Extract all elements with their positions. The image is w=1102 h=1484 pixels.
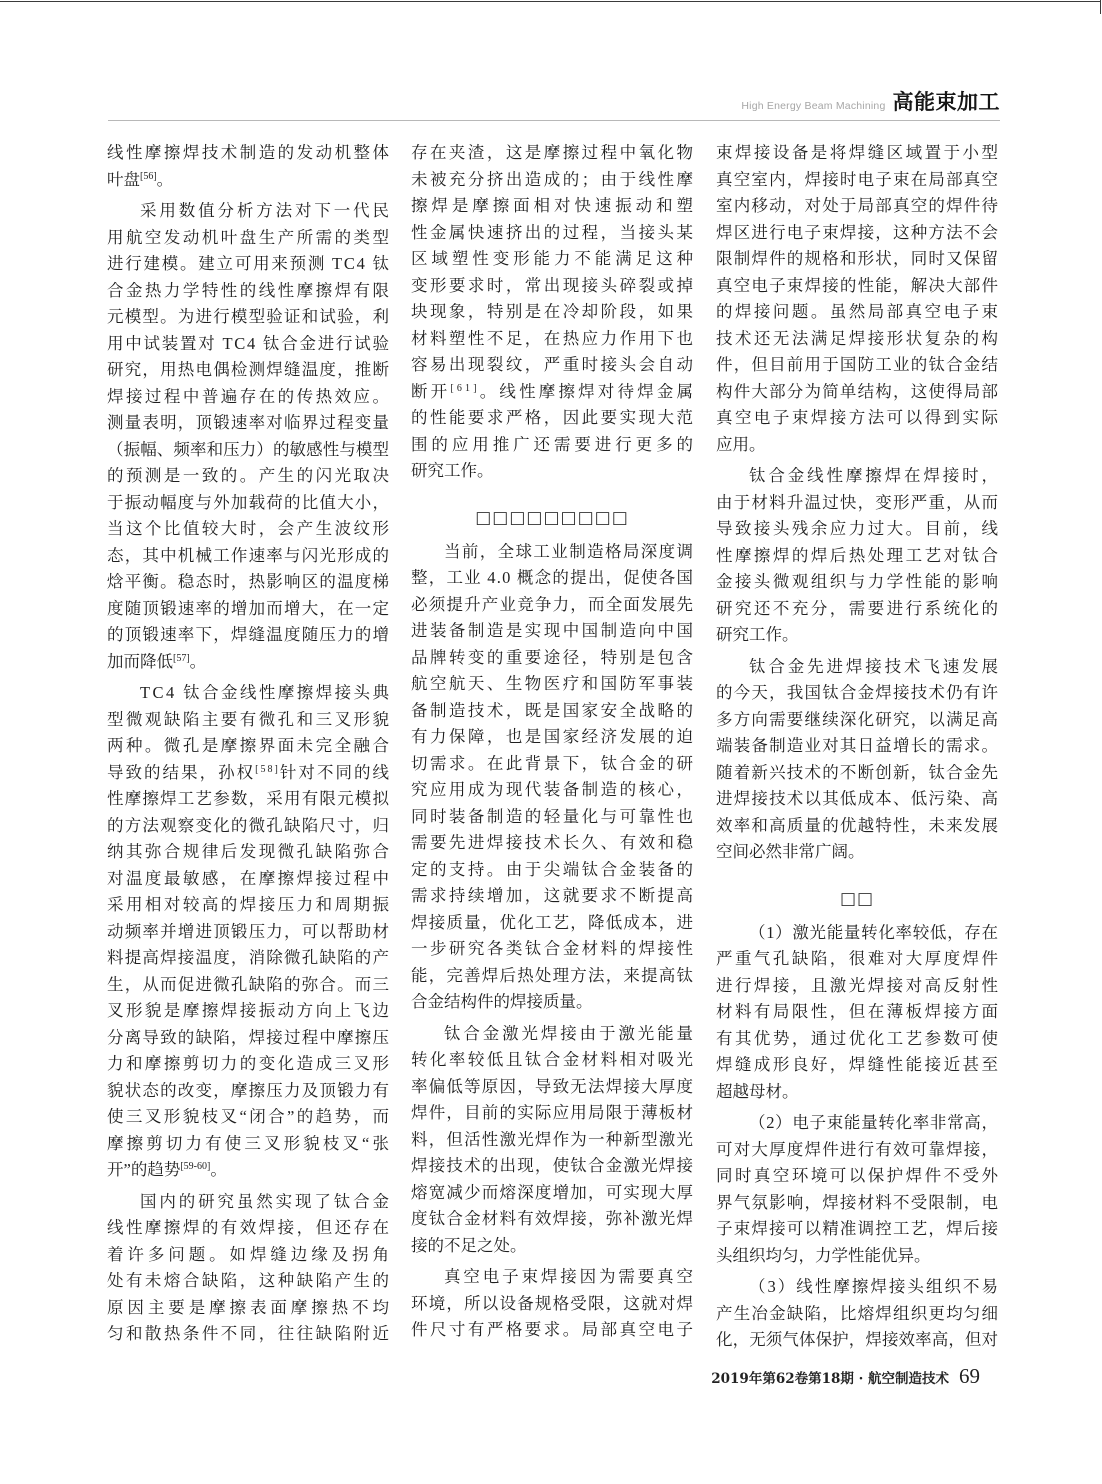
text-line-content: 的预测是一致的。产生的闪光取决 [107, 466, 392, 485]
text-line-content: 效率和高质量的优越特性，未来发展 [716, 815, 1000, 835]
paragraph [107, 198, 392, 675]
text-line [411, 724, 696, 751]
text-line-content: 用航空发动机叶盘生产所需的类型 [107, 227, 392, 247]
text-line-content: 束焊接设备是将焊缝区域置于小型 [716, 143, 1001, 162]
text-line [107, 167, 389, 194]
paragraph [411, 539, 696, 1016]
text-line [411, 246, 697, 273]
text-line-content: 使三叉形貌枝叉“闭合”的趋势，而 [107, 1107, 392, 1126]
text-line [716, 839, 998, 866]
header-rule [108, 120, 1000, 121]
paragraph [411, 1021, 696, 1260]
text-line [107, 622, 389, 649]
text-line [716, 405, 1001, 432]
text-line-content: 熔宽减少而熔深度增加，可实现大厚 [411, 1182, 695, 1202]
paragraph [411, 1264, 696, 1344]
text-line-content: 同时装备制造的轻量化与可靠性也 [411, 806, 696, 826]
text-line [107, 1104, 392, 1131]
text-line-content: 有其优势，通过优化工艺参数可使 [716, 1028, 1001, 1048]
text-line-content: 容易出现裂纹，严重时接头会自动 [411, 355, 696, 374]
text-line-content: 件，但目前用于国防工业的钛合金结 [716, 355, 1000, 374]
text-line [107, 278, 392, 305]
text-line-content: 未被充分挤出造成的；由于线性摩 [411, 169, 696, 189]
text-line [716, 680, 998, 707]
text-line [107, 1189, 392, 1216]
text-line [107, 786, 389, 813]
text-line-content: 真空电子束焊接方法可以得到实际 [716, 408, 1001, 427]
citation-marker: [58] [255, 763, 280, 775]
text-line [107, 1131, 393, 1158]
citation-marker: [57] [173, 652, 190, 664]
text-line [107, 649, 389, 676]
text-line-content: 开”的趋势[59-60]。 [107, 1160, 227, 1179]
text-line-content: 着许多问题。如焊缝边缘及拐角 [107, 1244, 393, 1264]
text-line [716, 193, 998, 220]
text-line [411, 804, 696, 831]
text-line-content: 原因主要是摩擦表面摩擦热不均 [107, 1297, 393, 1317]
text-line [107, 866, 392, 893]
paragraph [716, 140, 1001, 458]
text-line-content: 线性摩擦焊的有效焊接，但还存在 [107, 1218, 392, 1237]
text-line [107, 945, 389, 972]
text-line [107, 919, 389, 946]
text-line-content: 室内移动，对处于局部真空的焊件待 [716, 196, 1000, 215]
text-line [107, 1215, 392, 1242]
text-line [716, 1052, 1001, 1079]
text-line [107, 357, 389, 384]
text-line-content: 同时真空环境可以保护焊件不受外 [716, 1166, 1001, 1185]
text-line [716, 1026, 1001, 1053]
text-line [716, 786, 998, 813]
text-line [107, 1025, 389, 1052]
text-line [411, 989, 693, 1016]
section-heading: □□ [839, 888, 875, 909]
text-line-content: 转化率较低且钛合金材料相对吸光 [411, 1050, 696, 1069]
text-line-content: 严重气孔缺陷，很难对大厚度焊件 [716, 949, 1001, 968]
text-line-content: 当前，全球工业制造格局深度调 [444, 541, 695, 561]
scan-frame-right-edge [1100, 0, 1101, 14]
text-line-content: （1）激光能量转化率较低，存在 [749, 922, 999, 942]
text-line [411, 1074, 693, 1101]
text-line-content: 的今天，我国钛合金焊接技术仍有许 [716, 683, 1000, 702]
text-line-content: 定的支持。由于尖端钛合金装备的 [411, 859, 696, 879]
text-line-content: 真空电子束焊接的性能，解决大部件 [716, 275, 1000, 295]
text-line [411, 671, 696, 698]
text-line-content: 多方向需要继续深化研究，以满足高 [716, 709, 1000, 729]
text-line [716, 1163, 1001, 1190]
text-line-content: 整，工业 4.0 概念的提出，促使各国 [411, 568, 695, 587]
text-line [716, 920, 998, 947]
text-line [107, 516, 392, 543]
text-line [411, 963, 693, 990]
text-line [716, 1301, 998, 1328]
text-line-content: 导致接头残余应力过大。目前，线 [716, 519, 1001, 538]
text-line-content: 能，完善焊后热处理方法，来提高钛 [411, 965, 695, 985]
text-line-content: （2）电子束能量转化率非常高， [749, 1113, 999, 1132]
text-line-content: 导致的结果，孙权[58]针对不同的线 [107, 762, 392, 782]
text-line [411, 405, 696, 432]
text-line [107, 198, 392, 225]
text-line [716, 299, 1001, 326]
text-line-content: 存在夹渣，这是摩擦过程中氧化物 [411, 143, 696, 162]
text-line-content: 接的不足之处。 [411, 1235, 527, 1255]
paragraph [716, 463, 1001, 649]
text-line [716, 569, 1001, 596]
text-line [411, 326, 696, 353]
text-line-content: 线性摩擦焊技术制造的发动机整体 [107, 143, 392, 162]
text-line [411, 299, 696, 326]
section-title-chinese: 高能束加工 [892, 89, 1000, 114]
text-line [716, 654, 1001, 681]
text-line [411, 1100, 693, 1127]
text-line [411, 220, 696, 247]
text-line [107, 813, 389, 840]
text-line-content: 采用相对较高的焊接压力和周期振 [107, 895, 392, 914]
text-line-content: 子束焊接可以精准调控工艺，焊后接 [716, 1219, 1000, 1238]
text-line [411, 698, 696, 725]
text-line-content: 料提高焊接温度，消除微孔缺陷的产 [107, 948, 391, 967]
text-line-content: 合金结构件的焊接质量。 [411, 992, 593, 1011]
text-line-content: 断开[61]。线性摩擦焊对待焊金属 [411, 381, 697, 401]
text-line [411, 140, 696, 167]
text-line-content: 焊接过程中普遍存在的传热效应。 [107, 386, 392, 406]
text-line [107, 839, 392, 866]
text-line-content: 需求持续增加，这就要求不断提高 [411, 886, 696, 905]
text-line-content: 必须提升产业竞争力，而全面发展先 [411, 594, 695, 614]
text-line-content: 金接头微观组织与力学性能的影响 [716, 572, 1001, 591]
text-line-content: 研究，用热电偶检测焊缝温度，推断 [107, 360, 391, 379]
text-line-content: 测量表明，顶锻速率对临界过程变量 [107, 413, 391, 432]
text-line-content: 擦焊是摩擦面相对快速振动和塑 [411, 196, 697, 215]
text-line [411, 936, 696, 963]
text-line [107, 225, 392, 252]
text-line [107, 1268, 392, 1295]
text-line-content: 焊件，目前的实际应用局限于薄板材 [411, 1103, 695, 1122]
text-line-content: 究应用成为现代装备制造的核心， [411, 780, 696, 799]
journal-issue: 2019年第62卷第18期 · 航空制造技术 [711, 1371, 949, 1387]
text-line-content: 型微观缺陷主要有微孔和三叉形貌 [107, 709, 392, 729]
text-line [411, 1153, 693, 1180]
text-line [411, 618, 696, 645]
running-header [741, 86, 1000, 116]
text-line [107, 410, 389, 437]
text-line [411, 592, 693, 619]
text-line-content: 头组织均匀，力学性能优异。 [716, 1245, 931, 1265]
text-line-content: 力和摩擦剪切力的变化造成三叉形 [107, 1054, 392, 1073]
text-line-content: 随着新兴技术的不断创新，钛合金先 [716, 762, 1000, 782]
text-line-content: 性金属快速挤出的过程，当接头某 [411, 222, 696, 242]
text-line-content: 需要先进焊接技术长久、有效和稳 [411, 833, 696, 852]
text-line [716, 596, 1001, 623]
text-line [107, 543, 389, 570]
text-line [411, 1264, 696, 1291]
text-line-content: 用中试装置对 TC4 钛合金进行试验 [107, 333, 391, 353]
text-line-content: 环境，所以设备规格受限，这就对焊 [411, 1293, 695, 1313]
text-line-content: 材料塑性不足，在热应力作用下也 [411, 328, 696, 348]
text-line-content: 动频率并增进顶锻压力，可以帮助材 [107, 921, 391, 941]
text-line [411, 883, 696, 910]
text-line-content: 进行建模。建立可用来预测 TC4 钛 [107, 254, 391, 273]
text-line-content: 加而降低[57]。 [107, 651, 207, 671]
text-line [716, 273, 998, 300]
text-line [107, 1051, 392, 1078]
text-line-content: 空间必然非常广阔。 [716, 842, 865, 861]
text-line-content: 料，但活性激光焊作为一种新型激光 [411, 1129, 695, 1149]
text-line [411, 1317, 696, 1344]
section-title-english: High Energy Beam Machining [741, 100, 886, 112]
text-line [411, 565, 693, 592]
text-line [411, 645, 696, 672]
text-line [107, 1242, 393, 1269]
text-line-content: 进行焊接，且激光焊接对高反射性 [716, 975, 1001, 995]
running-footer [711, 1364, 980, 1389]
text-line [716, 1274, 1001, 1301]
text-line-content: 度钛合金材料有效焊接，弥补激光焊 [411, 1209, 695, 1228]
text-line [107, 680, 392, 707]
text-line-content: 于振动幅度与外加载荷的比值大小， [107, 492, 391, 512]
text-line [716, 1110, 998, 1137]
text-line [411, 1206, 693, 1233]
text-line-content: TC4 钛合金线性摩擦焊接头典 [140, 683, 392, 702]
text-line-content: 进装备制造是实现中国制造向中国 [411, 621, 696, 640]
text-line [716, 167, 998, 194]
text-line [716, 999, 1001, 1026]
text-line-content: （振幅、频率和压力）的敏感性与模型 [107, 439, 390, 459]
text-line [716, 707, 998, 734]
paragraph [411, 140, 697, 485]
text-line [107, 1157, 389, 1184]
text-line [411, 830, 696, 857]
text-line-content: 真空室内，焊接时电子束在局部真空 [716, 169, 1000, 189]
text-line-content: 貌状态的改变，摩擦压力及顶锻力有 [107, 1080, 391, 1100]
text-line-content: 研究工作。 [411, 461, 494, 480]
text-line [411, 1180, 693, 1207]
text-line [716, 220, 998, 247]
text-line-content: 合金热力学特性的线性摩擦焊有限 [107, 280, 392, 300]
text-line [107, 304, 389, 331]
text-line [107, 437, 389, 464]
text-line-content: 研究还不充分，需要进行系统化的 [716, 598, 1001, 618]
text-line-content: 焊接质量，优化工艺，降低成本，进 [411, 912, 695, 932]
text-line-content: 真空电子束焊接因为需要真空 [444, 1267, 696, 1286]
text-line-content: 超越母材。 [716, 1081, 799, 1101]
text-line [107, 972, 389, 999]
text-line-content: 化，无须气体保护，焊接效率高，但对 [716, 1330, 999, 1349]
text-line-content: 生，从而促进微孔缺陷的弥合。而三 [107, 974, 391, 994]
text-line [716, 760, 998, 787]
text-line [107, 569, 389, 596]
paragraph [107, 1189, 393, 1348]
text-line [411, 751, 696, 778]
text-line [411, 379, 697, 406]
text-line-content: 态，其中机械工作速率与闪光形成的 [107, 545, 391, 565]
text-line [107, 490, 389, 517]
text-line-content: 由于材料升温过快，变形严重，从而 [716, 492, 1000, 512]
text-line [716, 352, 998, 379]
text-line [107, 760, 392, 787]
text-line-content: 区域塑性变形能力不能满足这种 [411, 249, 697, 268]
text-line-content: 界气氛影响，焊接材料不受限制，电 [716, 1192, 1000, 1212]
text-line [716, 1243, 998, 1270]
paragraph [716, 1274, 1001, 1354]
text-line [411, 910, 693, 937]
text-line [411, 1047, 696, 1074]
text-line-content: 焊区进行电子束焊接，这种方法不会 [716, 222, 1000, 242]
text-line [716, 733, 998, 760]
text-line [107, 1078, 389, 1105]
text-line-content: 研究工作。 [716, 625, 799, 644]
text-line [107, 463, 392, 490]
text-line-content: 备制造技术，既是国家安全战略的 [411, 700, 696, 720]
text-line [716, 516, 1001, 543]
text-line [411, 458, 693, 485]
text-line [411, 777, 696, 804]
text-line-content: 性摩擦焊工艺参数，采用有限元模拟 [107, 789, 391, 808]
text-line [411, 539, 693, 566]
text-column-3 [716, 140, 1001, 1354]
text-line [107, 733, 392, 760]
text-line-content: 钛合金激光焊接由于激光能量 [444, 1023, 696, 1043]
text-line [411, 1291, 693, 1318]
text-line-content: 端装备制造业对其日益增长的需求。 [716, 736, 1000, 755]
text-line [411, 193, 697, 220]
text-line [107, 1321, 392, 1348]
text-line [716, 973, 1001, 1000]
text-line-content: 采用数值分析方法对下一代民 [140, 201, 392, 220]
text-line-content: 钛合金先进焊接技术飞速发展 [749, 656, 1001, 676]
text-line [716, 1190, 998, 1217]
text-line [107, 140, 392, 167]
text-line-content: 叉形貌是摩擦焊接振动方向上飞边 [107, 1001, 392, 1020]
text-line [716, 326, 1001, 353]
text-line-content: 叶盘[56]。 [107, 169, 174, 189]
text-line-content: 块现象，特别是在冷却阶段，如果 [411, 302, 696, 321]
text-line-content: 构件大部分为简单结构，这使得局部 [716, 381, 1000, 401]
text-line-content: 焊缝成形良好，焊缝性能接近甚至 [716, 1055, 1001, 1074]
text-line-content: 的性能要求严格，因此要实现大范 [411, 408, 696, 427]
text-line-content: 率偏低等原因，导致无法焊接大厚度 [411, 1076, 695, 1096]
text-line-content: 摩擦剪切力有使三叉形貌枝叉“张 [107, 1133, 393, 1153]
text-line [411, 167, 696, 194]
paragraph [716, 920, 1001, 1106]
citation-marker: [61] [450, 382, 480, 394]
text-line [411, 1127, 693, 1154]
text-line [107, 384, 392, 411]
text-line-content: （3）线性摩擦焊接头组织不易 [749, 1277, 1001, 1296]
text-line [716, 379, 998, 406]
text-line [716, 140, 1001, 167]
text-line [716, 946, 1001, 973]
text-line [107, 707, 392, 734]
text-line-content: 品牌转变的重要途径，特别是包含 [411, 647, 696, 667]
text-line [716, 246, 998, 273]
text-line [716, 1137, 998, 1164]
text-line-content: 的顶锻速率下，焊缝温度随压力的增 [107, 625, 391, 644]
page-number: 69 [959, 1364, 980, 1388]
text-line [716, 463, 1001, 490]
text-line-content: 两种。微孔是摩擦界面未完全融合 [107, 736, 392, 755]
text-line [411, 273, 696, 300]
text-line-content: 元模型。为进行模型验证和试验，利 [107, 307, 391, 326]
text-line [107, 892, 392, 919]
text-line-content: 处有未熔合缺陷，这种缺陷产生的 [107, 1271, 392, 1290]
text-line-content: 焊接技术的出现，使钛合金激光焊接 [411, 1156, 695, 1175]
text-line-content: 应用。 [716, 434, 766, 454]
text-line-content: 切需求。在此背景下，钛合金的研 [411, 753, 696, 773]
text-column-2 [411, 140, 697, 1344]
text-line-content: 钛合金线性摩擦焊在焊接时， [749, 466, 1001, 485]
text-line [411, 352, 696, 379]
text-line-content: 航空航天、生物医疗和国防军事装 [411, 674, 696, 693]
text-line-content: 焓平衡。稳态时，热影响区的温度梯 [107, 572, 391, 591]
text-line [716, 813, 998, 840]
citation-marker: [56] [140, 170, 157, 182]
section-heading: □□□□□□□□□ [475, 507, 629, 528]
text-line-content: 材料有局限性，但在薄板焊接方面 [716, 1002, 1001, 1021]
text-line [107, 998, 392, 1025]
paragraph [107, 140, 392, 193]
text-line [716, 1216, 998, 1243]
text-line [107, 331, 389, 358]
text-line-content: 分离导致的缺陷，焊接过程中摩擦压 [107, 1027, 391, 1047]
text-line-content: 当这个比值较大时，会产生波纹形 [107, 519, 392, 538]
paragraph [107, 680, 393, 1184]
paragraph [716, 654, 1001, 866]
text-line-content: 围的应用推广还需要进行更多的 [411, 434, 697, 454]
text-line [716, 432, 998, 459]
text-line-content: 进焊接技术以其低成本、低污染、高 [716, 789, 1000, 808]
citation-marker: [59-60] [180, 1161, 211, 1172]
text-line-content: 件尺寸有严格要求。局部真空电子 [411, 1320, 696, 1339]
text-line-content: 的焊接问题。虽然局部真空电子束 [716, 302, 1001, 321]
text-line [716, 1327, 998, 1354]
text-line [107, 251, 389, 278]
text-column-1 [107, 140, 393, 1348]
text-line-content: 限制焊件的规格和形状，同时又保留 [716, 249, 1000, 268]
text-line-content: 匀和散热条件不同，往往缺陷附近 [107, 1324, 392, 1343]
text-line-content: 有力保障，也是国家经济发展的迫 [411, 727, 696, 746]
text-line [411, 1021, 696, 1048]
text-line-content: 产生冶金缺陷，比熔焊组织更均匀细 [716, 1303, 1000, 1323]
text-line-content: 对温度最敏感，在摩擦焊接过程中 [107, 868, 392, 888]
text-line-content: 变形要求时，常出现接头碎裂或掉 [411, 275, 696, 295]
text-line [411, 857, 696, 884]
text-line [107, 1295, 393, 1322]
text-line-content: 纳其弥合规律后发现微孔缺陷弥合 [107, 842, 392, 861]
text-line-content: 技术还无法满足焊接形状复杂的构 [716, 328, 1001, 348]
paragraph [716, 1110, 1001, 1269]
text-line-content: 可对大厚度焊件进行有效可靠焊接， [716, 1139, 1000, 1159]
text-line [716, 490, 998, 517]
text-line [411, 432, 697, 459]
text-line [716, 1079, 998, 1106]
text-line-content: 度随顶锻速率的增加而增大，在一定 [107, 598, 391, 618]
text-line-content: 的方法观察变化的微孔缺陷尺寸，归 [107, 815, 391, 835]
text-line [716, 622, 998, 649]
text-line [107, 596, 389, 623]
text-line [716, 543, 1001, 570]
text-line-content: 性摩擦焊的焊后热处理工艺对钛合 [716, 545, 1001, 565]
text-line-content: 国内的研究虽然实现了钛合金 [140, 1191, 392, 1211]
text-line-content: 一步研究各类钛合金材料的焊接性 [411, 939, 696, 958]
text-line [411, 1233, 693, 1260]
scan-frame-top-edge [0, 1, 1101, 2]
